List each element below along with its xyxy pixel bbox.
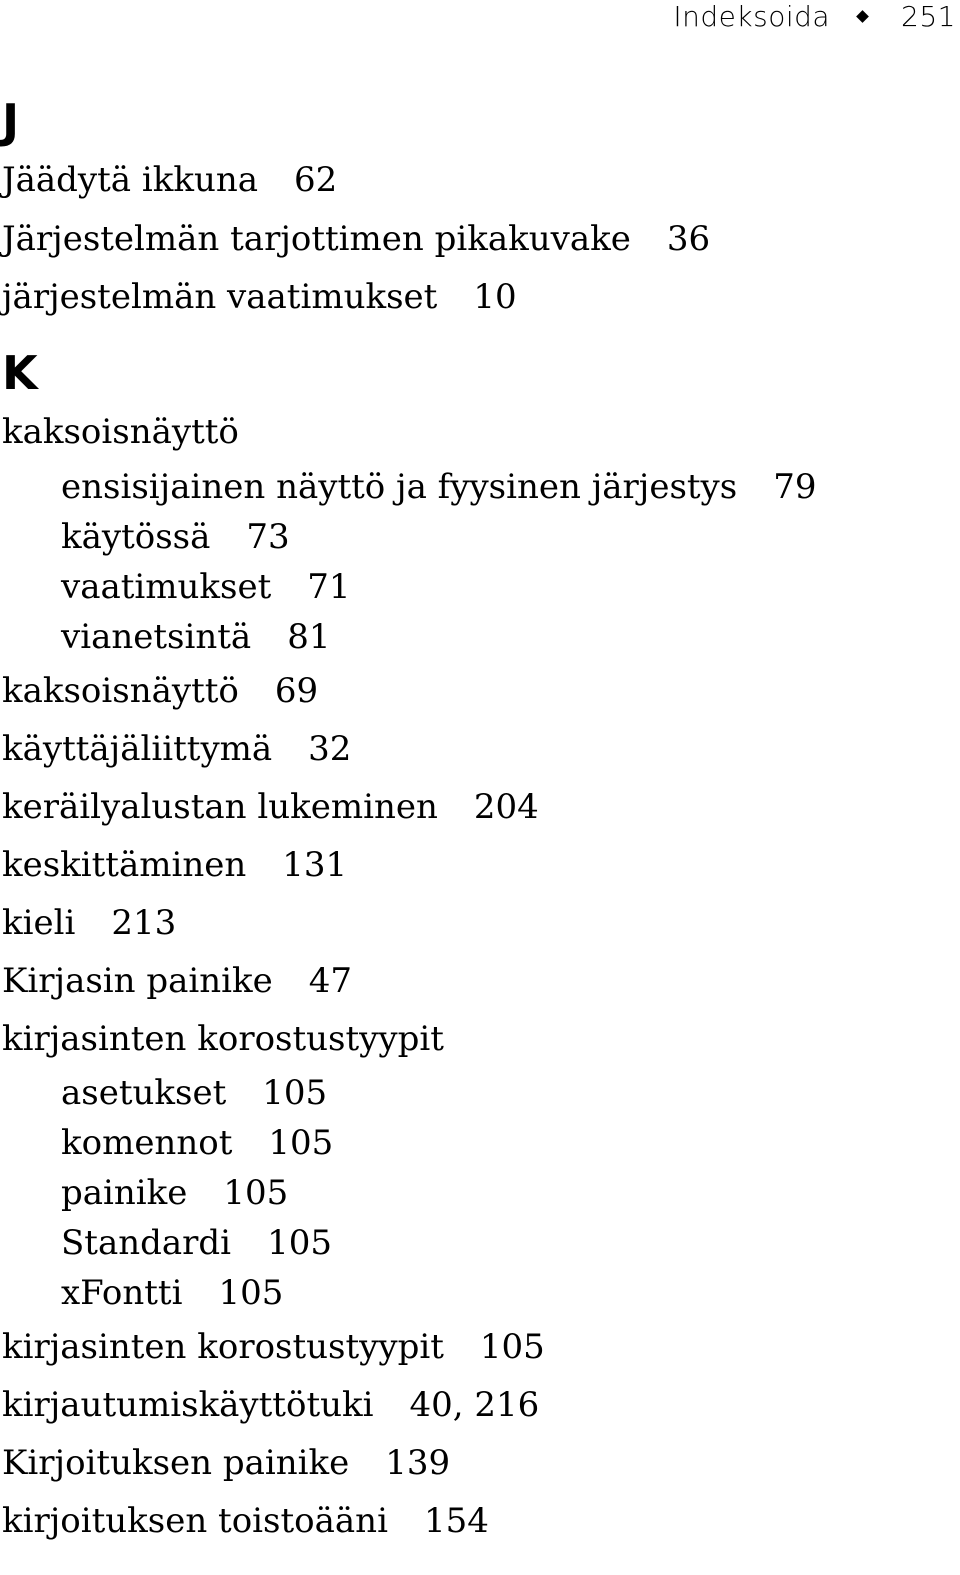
index-pages: 105 (223, 1173, 289, 1213)
index-term: kirjasinten korostustyypit (2, 1019, 444, 1059)
index-content (2, 92, 942, 1550)
index-term: kieli (2, 903, 76, 943)
index-subentry (2, 1168, 942, 1218)
index-term: asetukset (61, 1073, 227, 1113)
header-page-number: 251 (901, 0, 956, 33)
index-subentry (2, 612, 942, 662)
index-pages: 105 (218, 1273, 284, 1313)
header-section-title: Indeksoida (673, 0, 831, 33)
index-pages: 105 (479, 1327, 545, 1367)
index-term: käytössä (61, 517, 211, 557)
index-pages: 105 (268, 1123, 334, 1163)
index-term: kaksoisnäyttö (2, 671, 239, 711)
index-entry (2, 1434, 942, 1492)
index-term: Standardi (61, 1223, 232, 1263)
index-subentry (2, 1268, 942, 1318)
index-entry (2, 210, 942, 268)
index-entry (2, 268, 942, 326)
index-subentry (2, 1068, 942, 1118)
index-pages: 139 (385, 1443, 451, 1483)
index-pages: 69 (274, 671, 319, 711)
index-entry (2, 1010, 942, 1068)
index-letter-heading: K (2, 346, 38, 400)
index-pages: 47 (308, 961, 353, 1001)
diamond-separator-icon (856, 10, 869, 23)
index-term: käyttäjäliittymä (2, 729, 273, 769)
index-term: vianetsintä (61, 617, 252, 657)
index-term: kirjoituksen toistoääni (2, 1501, 388, 1541)
index-entry (2, 1376, 942, 1434)
index-pages: 10 (473, 277, 517, 317)
index-entry (2, 836, 942, 894)
running-header (673, 0, 956, 32)
index-entry (2, 778, 942, 836)
index-term: kirjasinten korostustyypit (2, 1327, 444, 1367)
index-pages: 105 (267, 1223, 332, 1263)
index-term: keskittäminen (2, 845, 247, 885)
index-pages: 105 (262, 1073, 328, 1113)
index-pages: 204 (473, 787, 539, 827)
index-subentry (2, 562, 942, 612)
index-term: vaatimukset (61, 567, 272, 607)
index-pages: 73 (246, 517, 290, 557)
index-subentry (2, 512, 942, 562)
index-subentry (2, 462, 942, 512)
index-term: Järjestelmän tarjottimen pikakuvake (2, 219, 631, 259)
index-term: kaksoisnäyttö (2, 412, 239, 452)
index-pages: 213 (111, 903, 177, 943)
index-subentry (2, 1118, 942, 1168)
index-term: xFontti (61, 1273, 183, 1313)
index-subentry (2, 1218, 942, 1268)
index-pages: 131 (282, 845, 348, 885)
index-term: painike (61, 1173, 188, 1213)
index-entry (2, 150, 942, 210)
index-term: komennot (61, 1123, 233, 1163)
index-term: Kirjoituksen painike (2, 1443, 350, 1483)
index-pages: 40, 216 (409, 1385, 540, 1425)
index-entry (2, 952, 942, 1010)
index-letter-heading: J (2, 94, 20, 148)
index-entry (2, 720, 942, 778)
index-term: keräilyalustan lukeminen (2, 787, 438, 827)
index-pages: 79 (773, 467, 817, 507)
index-entry (2, 1318, 942, 1376)
index-pages: 71 (307, 567, 351, 607)
index-entry (2, 1492, 942, 1550)
index-entry (2, 662, 942, 720)
index-term: Kirjasin painike (2, 961, 273, 1001)
index-pages: 154 (423, 1501, 489, 1541)
index-pages: 62 (294, 160, 338, 200)
index-term: kirjautumiskäyttötuki (2, 1385, 374, 1425)
index-term: järjestelmän vaatimukset (2, 277, 438, 317)
index-pages: 81 (287, 617, 331, 657)
index-pages: 36 (666, 219, 711, 259)
index-entry (2, 894, 942, 952)
index-term: ensisijainen näyttö ja fyysinen järjestys (61, 467, 738, 507)
index-pages: 32 (308, 729, 352, 769)
index-term: Jäädytä ikkuna (2, 160, 259, 200)
index-entry (2, 402, 942, 462)
